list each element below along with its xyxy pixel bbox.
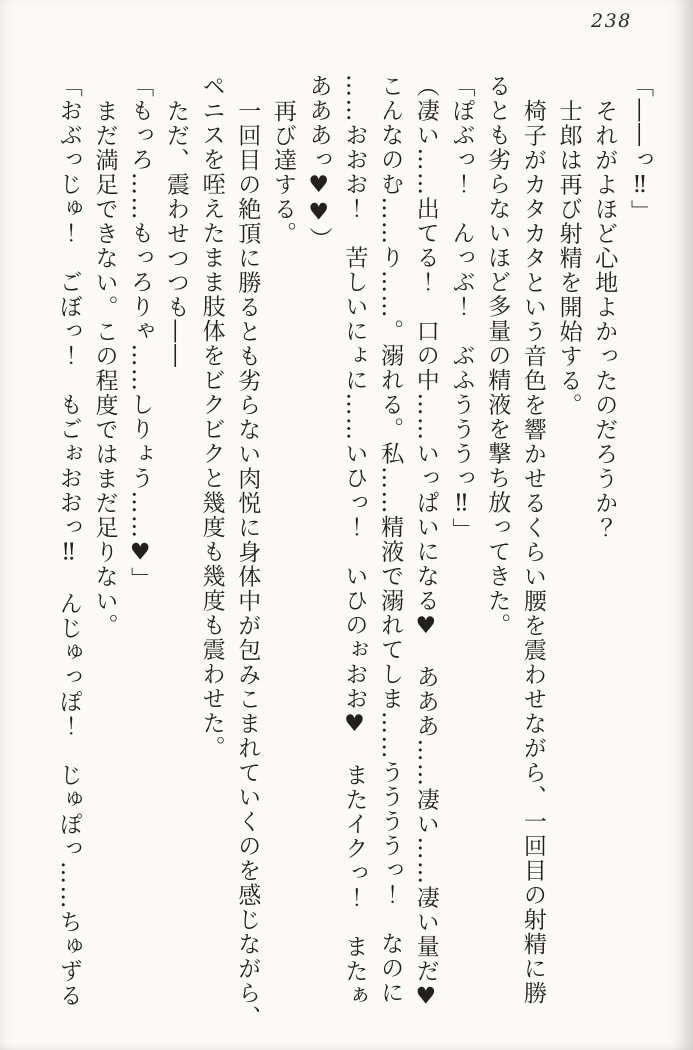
text-block — [50, 74, 657, 1042]
text-column-1: 「――っ‼」 — [627, 74, 653, 224]
text-column-2: それがよほど心地よかったのだろうか？ — [591, 98, 618, 540]
page-number: 238 — [591, 10, 632, 32]
text-column-17: 「おぶっじゅ！ ごぼっ！ もごぉおおっ‼ んじゅっぽ！ じゅぽっ……ちゅずる — [55, 74, 82, 1008]
text-column-4: 椅子がカタカタという音色を響かせるくらい腰を震わせながら、一回目の射精に勝 — [519, 98, 546, 1005]
text-column-15: 「もっろ……もっろりゃ……しりょう……♥」 — [127, 74, 154, 592]
text-column-7: （凄い……出てる！ 口の中……いっぱいになる♥ あああ……凄い……凄い量だ♥ — [412, 74, 439, 1011]
text-column-13: ペニスを咥えたまま肢体をビクビクと幾度も幾度も震わせた。 — [198, 74, 225, 760]
text-column-10: あああっ♥♥） — [305, 74, 332, 252]
text-column-5: るとも劣らないほど多量の精液を撃ち放ってきた。 — [484, 74, 511, 638]
text-column-12: 一回目の絶頂に勝るとも劣らない肉悦に身体中が包みこまれていくのを感じながら、 — [234, 98, 261, 1030]
text-column-3: 士郎は再び射精を開始する。 — [555, 98, 582, 417]
text-column-6: 「ぽぶっ！ んっぶ！ ぶふうううっ‼」 — [448, 74, 475, 543]
text-column-11: 再び達する。 — [269, 98, 296, 246]
text-column-16: まだ満足できない。この程度ではまだ足りない。 — [91, 98, 118, 638]
text-column-9: ……おおお！ 苦しいにょに……いひっ！ いひのぉおお♥ またイクっ！ またぁ — [341, 74, 368, 1008]
text-column-8: こんなのむ……り……。溺れる。私……精液で溺れてしま……ううううっ！ なのに — [377, 74, 404, 1005]
text-column-14: ただ、震わせつつも―― — [162, 98, 189, 368]
